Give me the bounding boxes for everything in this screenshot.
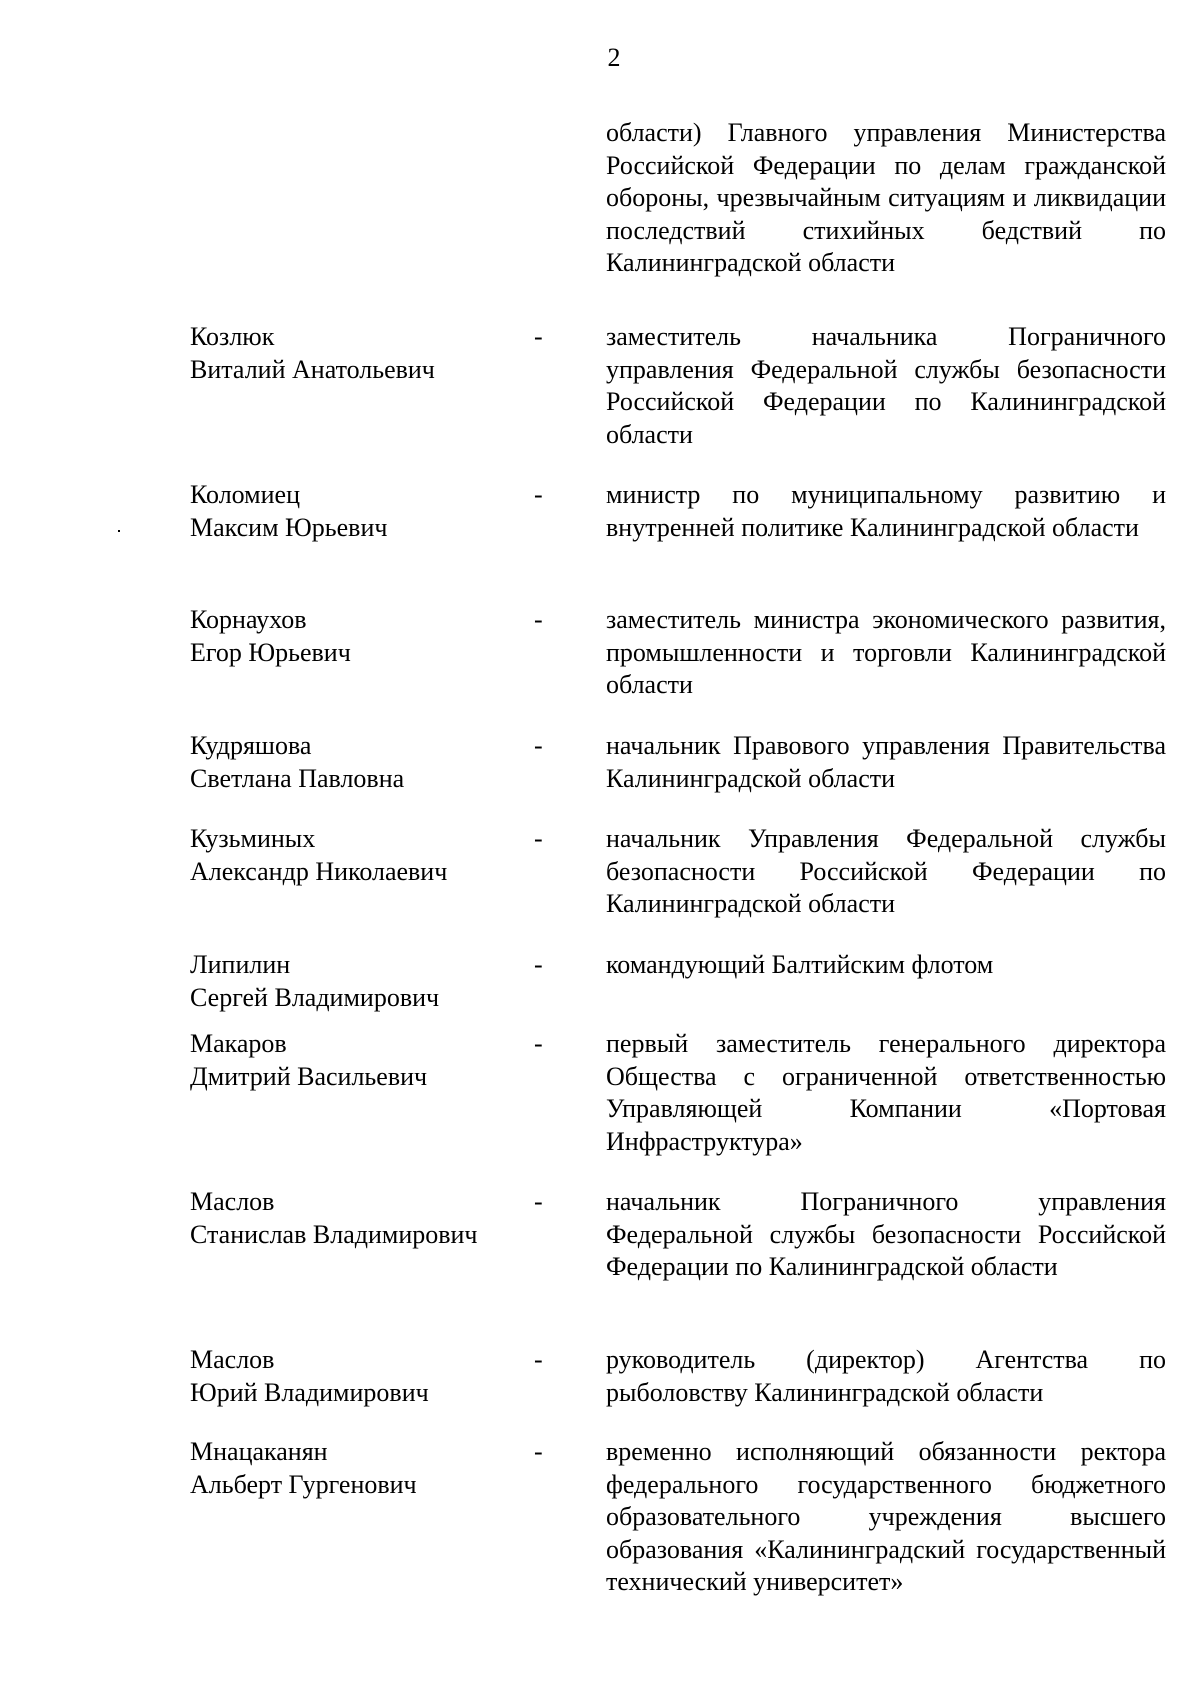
surname: Маслов	[190, 1345, 275, 1374]
separator-dash: -	[534, 950, 543, 979]
continued-position-text: области) Главного управления Министерства Российской Федерации по делам гражданской обороны, чрезвычайным ситуациям и ликвидации последствий стихийных бедствий по Калининградской области	[606, 118, 1166, 277]
surname: Коломиец	[190, 480, 301, 509]
given-names: Сергей Владимирович	[190, 982, 440, 1012]
position-text: первый заместитель генерального директора Общества с ограниченной ответственностью Управляющей Компании «Портовая Инфраструктура»	[606, 1029, 1166, 1156]
separator-dash: -	[534, 731, 543, 760]
separator-dash: -	[534, 824, 543, 853]
given-names: Станислав Владимирович	[190, 1219, 478, 1249]
person-name	[190, 730, 520, 795]
surname: Липилин	[190, 950, 291, 979]
person-name	[190, 1186, 520, 1251]
person-name	[190, 823, 520, 888]
position-text: руководитель (директор) Агентства по рыболовству Калининградской области	[606, 1345, 1166, 1407]
given-names: Максим Юрьевич	[190, 512, 388, 542]
separator-dash: -	[534, 1029, 543, 1058]
position-text: начальник Управления Федеральной службы безопасности Российской Федерации по Калининградской области	[606, 824, 1166, 918]
surname: Кузьминых	[190, 824, 316, 853]
given-names: Юрий Владимирович	[190, 1377, 429, 1407]
given-names: Егор Юрьевич	[190, 637, 351, 667]
person-name	[190, 1344, 520, 1409]
position-text: заместитель начальника Пограничного управления Федеральной службы безопасности Российской Федерации по Калининградской области	[606, 322, 1166, 449]
separator-dash: -	[534, 1345, 543, 1374]
person-name	[190, 479, 520, 544]
separator-dash: -	[534, 322, 543, 351]
position-text: заместитель министра экономического развития, промышленности и торговли Калининградской области	[606, 605, 1166, 699]
surname: Корнаухов	[190, 605, 307, 634]
person-name	[190, 949, 520, 1014]
surname: Мнацаканян	[190, 1437, 328, 1466]
given-names: Виталий Анатольевич	[190, 354, 435, 384]
separator-dash: -	[534, 605, 543, 634]
given-names: Альберт Гургенович	[190, 1469, 417, 1499]
surname: Маслов	[190, 1187, 275, 1216]
page-number: 2	[607, 43, 621, 72]
position-text: начальник Пограничного управления Федеральной службы безопасности Российской Федерации по Калининградской области	[606, 1187, 1166, 1281]
surname: Кудряшова	[190, 731, 312, 760]
person-name	[190, 321, 520, 386]
position-text: министр по муниципальному развитию и внутренней политике Калининградской области	[606, 480, 1166, 542]
position-text: временно исполняющий обязанности ректора федерального государственного бюджетного образовательного учреждения высшего образования «Калининградский государственный технический университет»	[606, 1437, 1166, 1596]
person-name	[190, 604, 520, 669]
position-text: командующий Балтийским флотом	[606, 950, 994, 979]
scan-speck	[118, 530, 120, 532]
separator-dash: -	[534, 1187, 543, 1216]
surname: Козлюк	[190, 322, 275, 351]
person-name	[190, 1436, 520, 1501]
separator-dash: -	[534, 1437, 543, 1466]
given-names: Светлана Павловна	[190, 763, 405, 793]
separator-dash: -	[534, 480, 543, 509]
person-name	[190, 1028, 520, 1093]
given-names: Дмитрий Васильевич	[190, 1061, 428, 1091]
surname: Макаров	[190, 1029, 287, 1058]
given-names: Александр Николаевич	[190, 856, 448, 886]
position-text: начальник Правового управления Правительства Калининградской области	[606, 731, 1166, 793]
